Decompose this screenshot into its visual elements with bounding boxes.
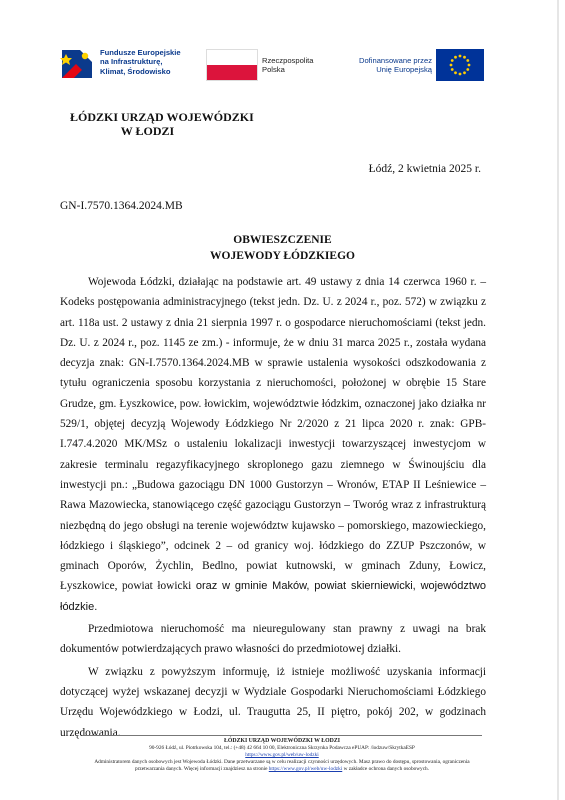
poland-logo-text: Rzeczpospolita Polska [262,56,314,75]
paragraph-decision-tail: oraz w gminie Maków, powiat skierniewicki, województwo łódzkie. [60,580,487,613]
footer-website-link[interactable]: https://www.gov.pl/web/uw-lodzki [245,752,319,758]
footer-divider [82,735,482,736]
document-body [60,272,486,743]
eu-flag-icon [436,49,484,81]
paragraph-legal-status: Przedmiotowa nieruchomość ma nieuregulowany stan prawny z uwagi na brak dokumentów potwierdzających prawo własności do przedmiotowej działki. [60,623,486,656]
european-funds-logo-icon [60,46,98,82]
footer-privacy-note [82,759,482,773]
office-name [70,110,254,138]
footer-privacy-text: Administratorem danych osobowych jest Wojewoda Łódzki. Dane przetwarzane są w celu realizacji czynności urzędowych. Masz prawo do dostępu, sprostowania, ograniczenia przetwarzania danych. Więcej informacji znajdziesz na stronie [94,759,470,772]
case-reference: GN-I.7570.1364.2024.MB [60,200,183,212]
office-name-line2: W ŁODZI [120,124,175,138]
office-name-line1: ŁÓDZKI URZĄD WOJEWÓDZKI [70,110,254,124]
footer-address: 90-926 Łódź, ul. Piotrkowska 104, tel.: (+48) 42 664 10 00, Elektroniczna Skrzynka Podawcza ePUAP: /lodzuw/SkrytkaESP [149,745,415,751]
document-title [0,232,565,264]
scan-edge [557,0,559,800]
title-line2: WOJEWODY ŁÓDZKIEGO [210,250,355,262]
paragraph-decision [60,272,486,617]
document-date: Łódź, 2 kwietnia 2025 r. [368,163,481,175]
footer-heading: ŁÓDZKI URZĄD WOJEWÓDZKI W ŁODZI [224,738,340,744]
paragraph-information: W związku z powyższym informuję, iż istnieje możliwość uzyskania informacji dotyczącej wyżej wskazanej decyzji w Wydziale Gospodarki Nieruchomościami Łódzkiego Urzędu Wojewódzkiego w Łodzi, ul. Traugutta 25, II piętro, pokój 202, w godzinach urzędowania. [60,665,486,739]
logo-bar [60,42,500,88]
page-footer [82,738,482,773]
paragraph-decision-text: Wojewoda Łódzki, działając na podstawie art. 49 ustawy z dnia 14 czerwca 1960 r. – Kodeks postępowania administracyjnego (tekst jedn. Dz. U. z 2024 r., poz. 572) w związku z art. 118a ust. 2 ustawy z dnia 21 sierpnia 1997 r. o gospodarce nieruchomościami (tekst jedn. Dz. U. z 2024 r., poz. 1145 ze zm.) - informuje, że w dniu 31 marca 2025 r., została wydana decyzja znak: GN-I.7570.1364.2024.MB w sprawie ustalenia wysokości odszkodowania z tytułu ograniczenia sposobu korzystania z nieruchomości, położonej w obrębie 15 Stare Grudze, gm. Łyszkowice, pow. łowickim, województwie łódzkim, oznaczonej jako działka nr 529/1, objętej decyzją Wojewody Łódzkiego Nr 2/2020 z 21 lipca 2020 r. znak: GPB-I.747.4.2020 MK/MSz o ustaleniu lokalizacji inwestycji towarzyszącej inwestycjom w zakresie terminalu regazyfikacyjnego skroplonego gazu ziemnego w Świnoujściu dla inwestycji pn.: „Budowa gazociągu DN 1000 Gustorzyn – Wronów, ETAP II Leśniewice – Rawa Mazowiecka, stanowiącego część gazociągu Gustorzyn – Tworóg wraz z infrastrukturą niezbędną do jego obsługi na terenie województw kujawsko – pomorskiego, mazowieckiego, łódzkiego i śląskiego”, odcinek 2 – od granicy woj. łódzkiego do ZZUP Pszczonów, w gminach Oporów, Żychlin, Bedlno, powiat kutnowski, w gminach Zduny, Łowicz, Łyszkowice, powiat łowicki [60,276,486,593]
european-funds-logo-text: Fundusze Europejskie na Infrastrukturę, Klimat, Środowisko [100,48,181,76]
footer-privacy-link[interactable]: https://www.gov.pl/web/uw-lodzki [268,766,343,772]
eu-cofinancing-text: Dofinansowane przez Unię Europejską [358,56,432,75]
poland-flag-icon [206,49,258,81]
footer-privacy-text-end: w zakładce ochrona danych osobowych. [343,766,430,772]
title-line1: OBWIESZCZENIE [233,234,332,246]
